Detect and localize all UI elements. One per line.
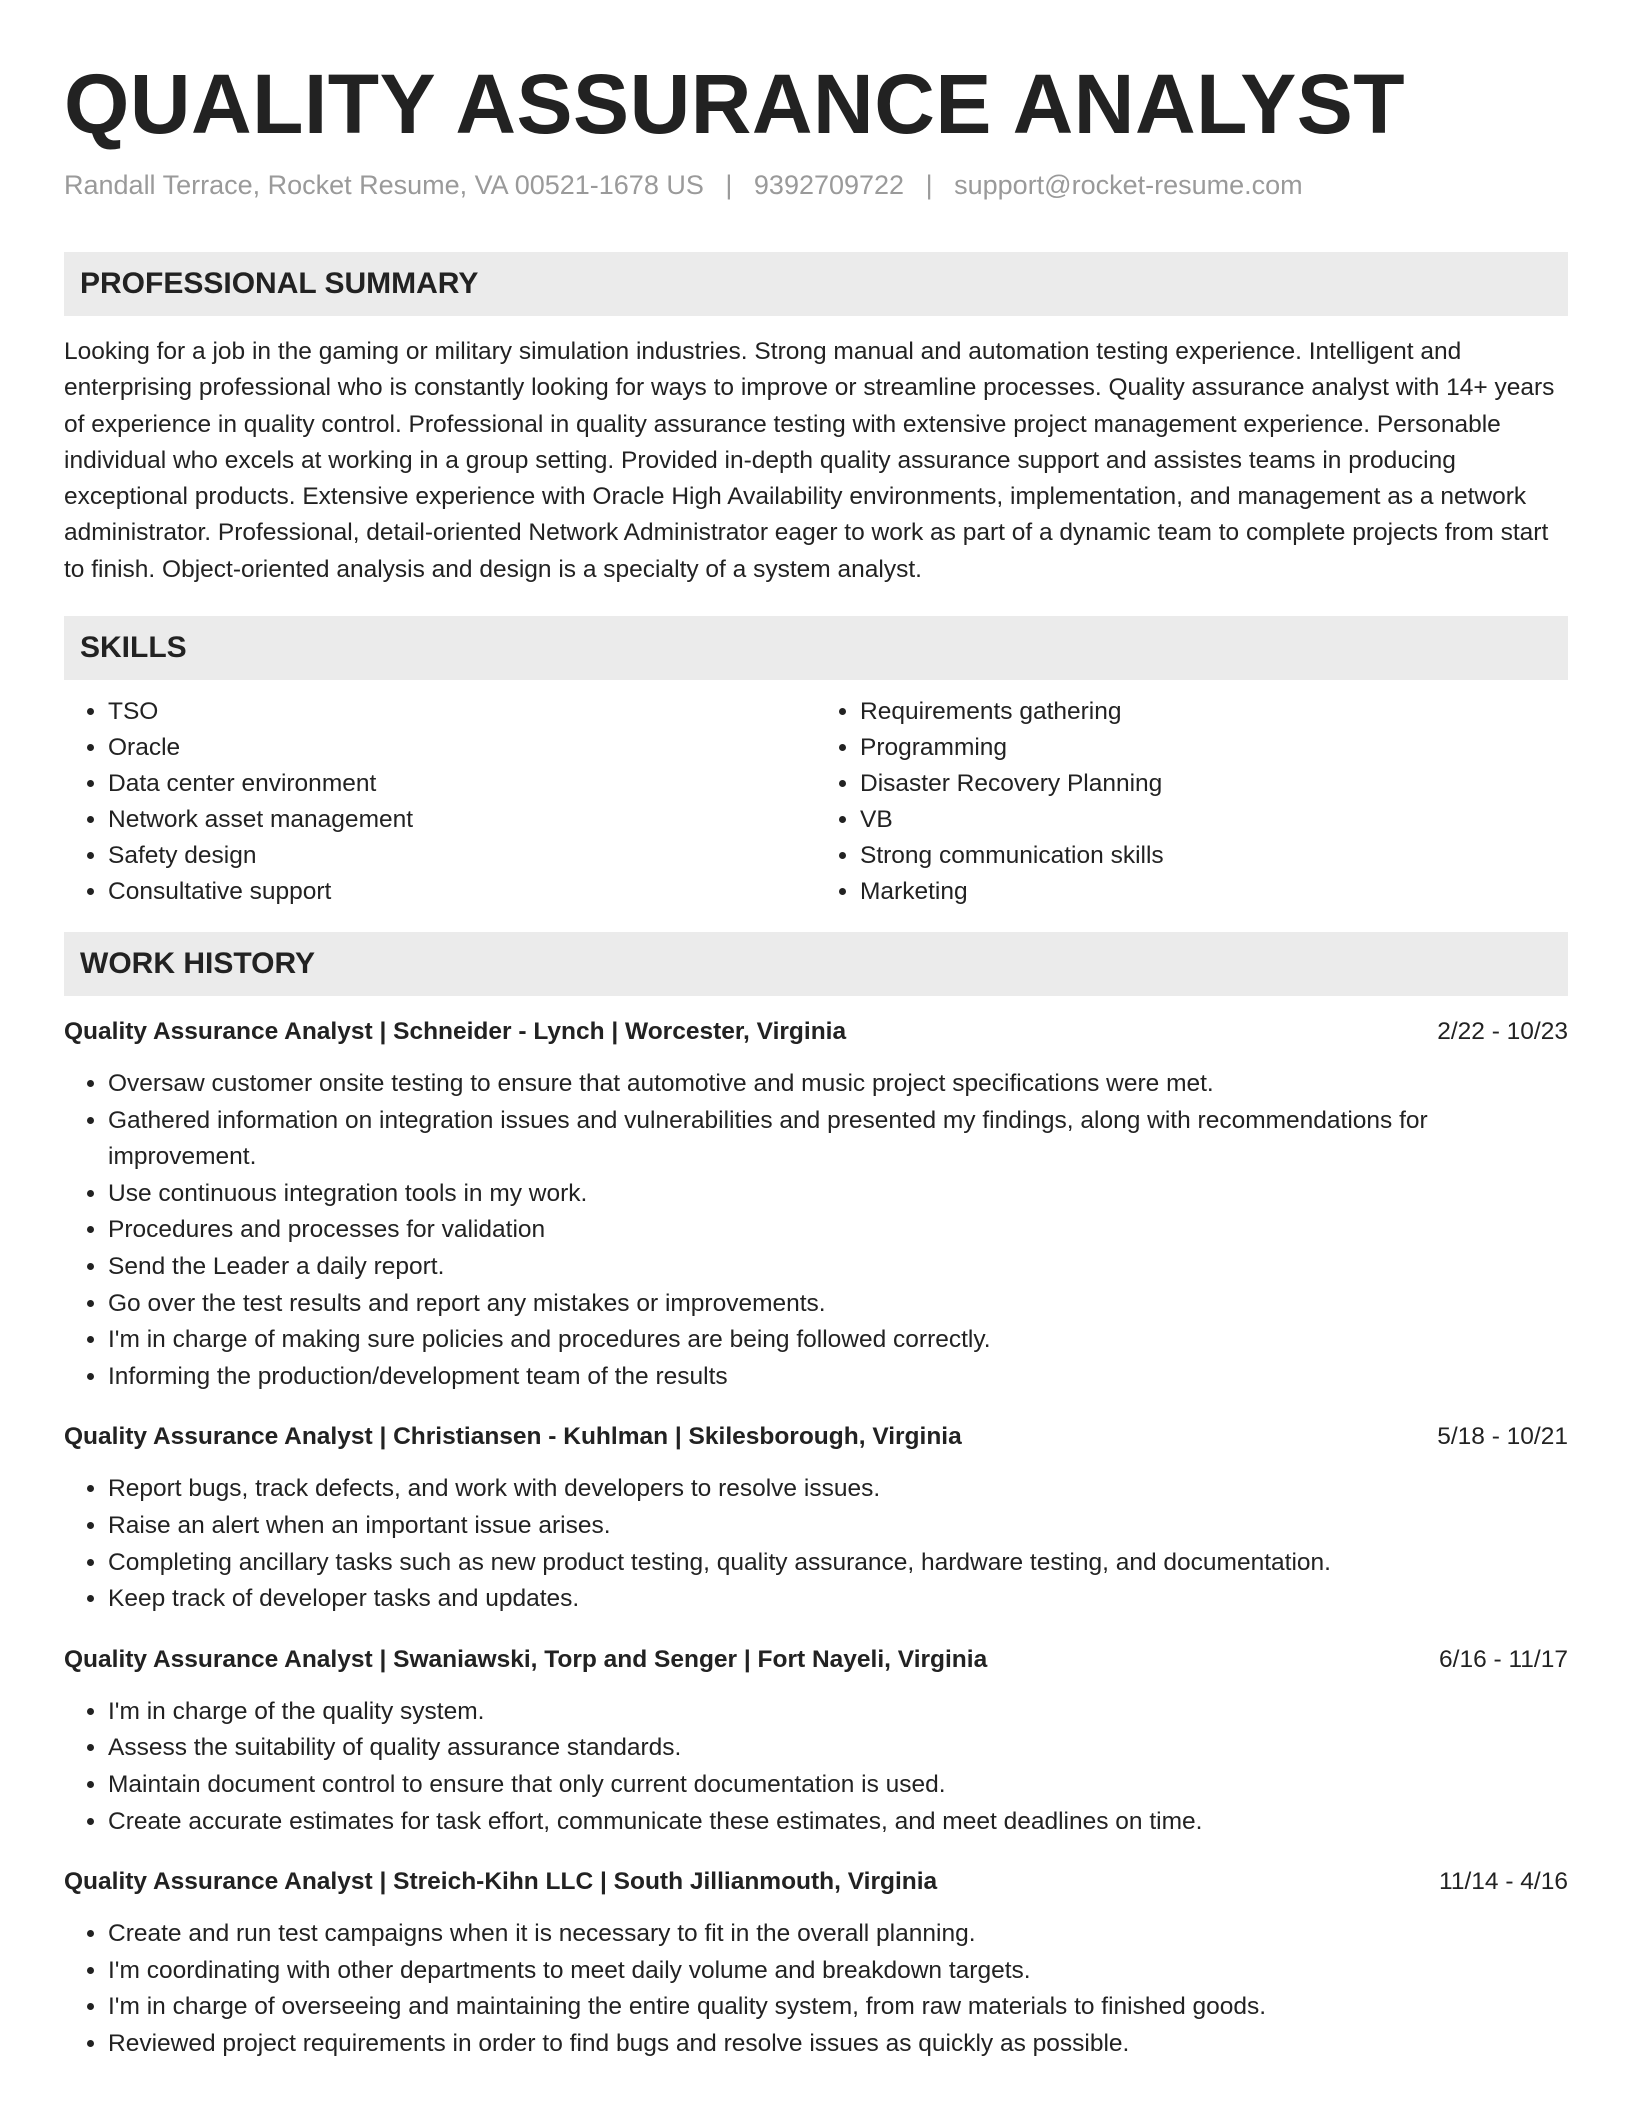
skill-item: • Requirements gathering [860,694,1568,730]
skill-item: • Safety design [108,838,816,874]
job-entry [64,1864,1568,2062]
job-bullet: • Procedures and processes for validation [108,1212,1568,1249]
skill-item: • Disaster Recovery Planning [860,766,1568,802]
job-header [64,1864,1568,1900]
contact-phone: 9392709722 [753,170,905,200]
skill-item: • Programming [860,730,1568,766]
job-bullet: • I'm in charge of making sure policies and procedures are being followed correctly. [108,1322,1568,1359]
job-bullet: • Oversaw customer onsite testing to ensure that automotive and music project specifications were met. [108,1066,1568,1103]
summary-heading: PROFESSIONAL SUMMARY [64,252,1568,316]
job-bullet: • Reviewed project requirements in order to find bugs and resolve issues as quickly as possible. [108,2026,1568,2063]
skills-column-right [816,694,1568,910]
job-dates: 5/18 - 10/21 [1437,1423,1568,1451]
work-history-heading: WORK HISTORY [64,932,1568,996]
job-bullets [64,1916,1568,2062]
job-dates: 6/16 - 11/17 [1439,1645,1568,1673]
job-bullets [64,1066,1568,1395]
job-title: Quality Assurance Analyst | Schneider - Lynch | Worcester, Virginia [64,1018,847,1046]
skill-item: • TSO [108,694,816,730]
skills-heading: SKILLS [64,616,1568,680]
job-bullet: • Assess the suitability of quality assurance standards. [108,1730,1568,1767]
skill-item: • Consultative support [108,874,816,910]
contact-separator: | [725,170,733,200]
job-title: Quality Assurance Analyst | Streich-Kihn LLC | South Jillianmouth, Virginia [64,1868,938,1896]
job-bullets [64,1471,1568,1617]
job-bullet: • Create accurate estimates for task effort, communicate these estimates, and meet deadlines on time. [108,1804,1568,1841]
job-bullet: • Go over the test results and report any mistakes or improvements. [108,1286,1568,1323]
job-bullet: • I'm in charge of the quality system. [108,1694,1568,1731]
job-bullets [64,1694,1568,1840]
job-bullet: • Gathered information on integration issues and vulnerabilities and presented my findings, along with recommendations for improvement. [108,1103,1568,1176]
job-bullet: • Use continuous integration tools in my work. [108,1176,1568,1213]
job-bullet: • Completing ancillary tasks such as new product testing, quality assurance, hardware testing, and documentation. [108,1545,1568,1582]
skill-item: • Strong communication skills [860,838,1568,874]
job-bullet: • Send the Leader a daily report. [108,1249,1568,1286]
job-bullet: • Report bugs, track defects, and work with developers to resolve issues. [108,1471,1568,1508]
job-bullet: • Create and run test campaigns when it is necessary to fit in the overall planning. [108,1916,1568,1953]
job-entry [64,1419,1568,1617]
job-header [64,1642,1568,1678]
job-bullet: • I'm coordinating with other departments to meet daily volume and breakdown targets. [108,1953,1568,1990]
job-entry [64,1642,1568,1840]
skill-item: • Network asset management [108,802,816,838]
skill-item: • VB [860,802,1568,838]
job-header [64,1419,1568,1455]
job-dates: 2/22 - 10/23 [1437,1018,1568,1046]
job-bullet: • Maintain document control to ensure that only current documentation is used. [108,1767,1568,1804]
skill-item: • Data center environment [108,766,816,802]
skill-item: • Oracle [108,730,816,766]
contact-separator: | [925,170,933,200]
contact-email: support@rocket-resume.com [954,170,1303,200]
page-title: QUALITY ASSURANCE ANALYST [64,57,1406,151]
job-bullet: • I'm in charge of overseeing and maintaining the entire quality system, from raw materials to finished goods. [108,1989,1568,2026]
job-header [64,1014,1568,1050]
job-entry [64,1014,1568,1395]
skills-list [64,694,1568,910]
contact-address: Randall Terrace, Rocket Resume, VA 00521-1678 US [64,170,704,200]
job-bullet: • Informing the production/development team of the results [108,1359,1568,1396]
job-dates: 11/14 - 4/16 [1439,1868,1568,1896]
skill-item: • Marketing [860,874,1568,910]
skills-column-left [64,694,816,910]
job-title: Quality Assurance Analyst | Swaniawski, Torp and Senger | Fort Nayeli, Virginia [64,1645,988,1673]
summary-text: Looking for a job in the gaming or military simulation industries. Strong manual and automation testing experience. Intelligent and enterprising professional who is constantly looking for ways to improve or streamline processes. Quality assurance analyst with 14+ years of experience in quality control. Professional in quality assurance testing with extensive project management experience. Personable individual who excels at working in a group setting. Provided in-depth quality assurance support and assistes teams in producing exceptional products. Extensive experience with Oracle High Availability environments, implementation, and management as a network administrator. Professional, detail-oriented Network Administrator eager to work as part of a dynamic team to complete projects from start to finish. Object-oriented analysis and design is a specialty of a system analyst. [64,338,1555,583]
job-bullet: • Raise an alert when an important issue arises. [108,1508,1568,1545]
job-title: Quality Assurance Analyst | Christiansen - Kuhlman | Skilesborough, Virginia [64,1423,962,1451]
job-bullet: • Keep track of developer tasks and updates. [108,1581,1568,1618]
contact-line [64,168,1568,202]
